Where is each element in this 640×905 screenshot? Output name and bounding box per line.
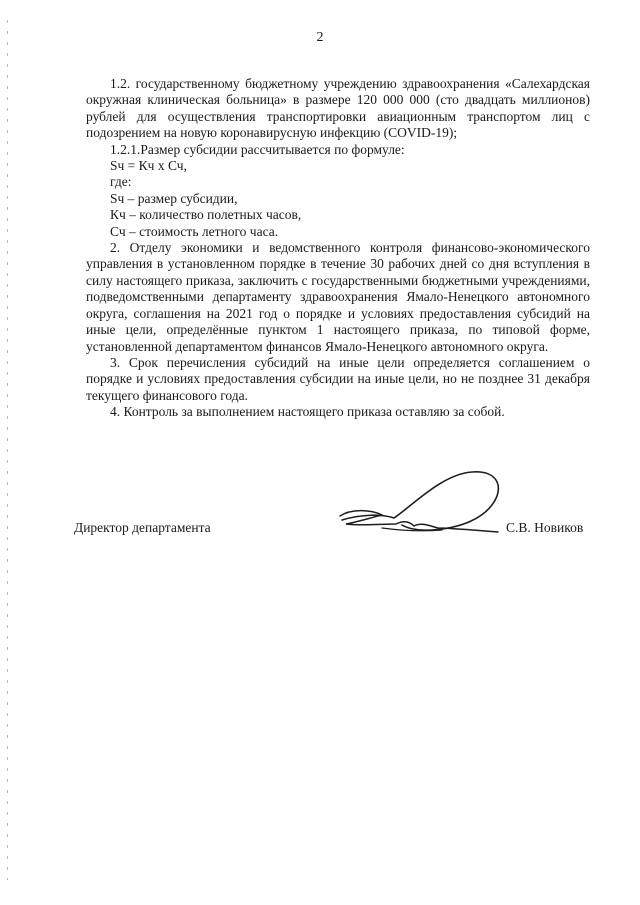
section-3: 3. Срок перечисления субсидий на иные цели определяется соглашением о порядке и условиях предоставления субсидии на иные цели, но не позднее 31 декабря текущего финансового года.	[86, 354, 590, 403]
formula-item: Sч – размер субсидии,	[110, 190, 238, 206]
document-body	[86, 76, 590, 421]
formula-item: Сч – стоимость летного часа.	[110, 223, 279, 239]
handwritten-signature	[322, 468, 512, 548]
formula-equation: Sч = Кч х Сч,	[110, 158, 187, 174]
section-2: 2. Отделу экономики и ведомственного контроля финансово-экономического управления в установленном порядке в течение 30 рабочих дней со дня вступления в силу настоящего приказа, заключить с государственными бюджетными учреждениями, подведомственными департаменту здравоохранения Ямало-Ненецкого автономного округа, соглашения на 2021 год о порядке и условиях предоставления субсидий на иные цели, определённые пунктом 1 настоящего приказа, по типовой форме, установленной департаментом финансов Ямало-Ненецкого автономного округа.	[86, 240, 590, 354]
scan-edge-mark	[7, 20, 8, 880]
formula-intro: 1.2.1.Размер субсидии рассчитывается по формуле:	[110, 141, 405, 157]
signatory-title: Директор департамента	[74, 520, 211, 535]
formula-item: Кч – количество полетных часов,	[110, 207, 302, 223]
page-number: 2	[316, 30, 324, 45]
signatory-name: С.В. Новиков	[506, 520, 584, 535]
formula-where: где:	[110, 174, 132, 190]
section-1-2: 1.2. государственному бюджетному учреждению здравоохранения «Салехардская окружная клиническая больница» в размере 120 000 000 (сто двадцать миллионов) рублей для осуществления транспортировки авиационным транспортом лиц с подозрением на новую коронавирусную инфекцию (COVID-19);	[86, 76, 590, 141]
section-4: 4. Контроль за выполнением настоящего приказа оставляю за собой.	[110, 404, 505, 420]
